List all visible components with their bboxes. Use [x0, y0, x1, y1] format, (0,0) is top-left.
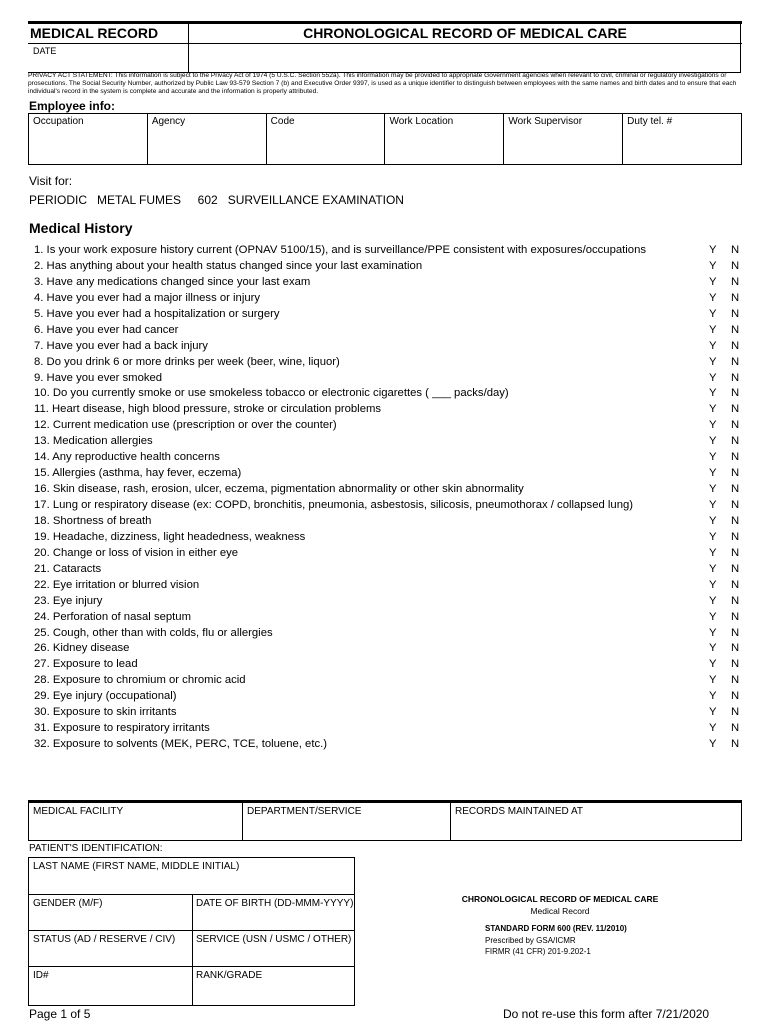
history-question-16: [34, 482, 742, 498]
gender-field[interactable]: GENDER (M/F): [33, 898, 103, 909]
history-question-32: [34, 737, 742, 753]
history-question-30: [34, 705, 742, 721]
yes-option[interactable]: Y: [709, 658, 717, 671]
question-text: 29. Eye injury (occupational): [34, 690, 177, 703]
question-text: 8. Do you drink 6 or more drinks per week (beer, wine, liquor): [34, 355, 340, 368]
no-option[interactable]: N: [731, 706, 740, 719]
no-option[interactable]: N: [731, 674, 740, 687]
no-option[interactable]: N: [731, 483, 740, 496]
yes-option[interactable]: Y: [709, 578, 717, 591]
yes-option[interactable]: Y: [709, 562, 717, 575]
history-question-3: [34, 275, 742, 291]
no-option[interactable]: N: [731, 738, 740, 751]
question-text: 31. Exposure to respiratory irritants: [34, 722, 210, 735]
question-text: 13. Medication allergies: [34, 435, 153, 448]
history-question-8: [34, 355, 742, 371]
question-text: 25. Cough, other than with colds, flu or allergies: [34, 626, 273, 639]
no-option[interactable]: N: [731, 594, 740, 607]
yes-option[interactable]: Y: [709, 419, 717, 432]
employee-info-table: [28, 113, 742, 165]
question-text: 11. Heart disease, high blood pressure, stroke or circulation problems: [34, 403, 382, 416]
yes-option[interactable]: Y: [709, 259, 717, 272]
employee-info-label: Employee info:: [29, 99, 116, 113]
history-question-10: [34, 386, 742, 402]
patient-id-box: [28, 857, 355, 1006]
question-text: 22. Eye irritation or blurred vision: [34, 578, 200, 591]
agency-field[interactable]: Agency: [148, 114, 267, 164]
history-question-27: [34, 657, 742, 673]
no-option[interactable]: N: [731, 546, 740, 559]
history-question-14: [34, 450, 742, 466]
yes-option[interactable]: Y: [709, 674, 717, 687]
yes-option[interactable]: Y: [709, 387, 717, 400]
footer-form-title: CHRONOLOGICAL RECORD OF MEDICAL CARE: [461, 894, 659, 904]
question-text: 7. Have you ever had a back injury: [34, 339, 208, 352]
work-supervisor-field[interactable]: Work Supervisor: [504, 114, 623, 164]
no-option[interactable]: N: [731, 530, 740, 543]
no-option[interactable]: N: [731, 419, 740, 432]
footer-form-subtitle: Medical Record: [530, 906, 590, 916]
facility-table: [28, 803, 742, 841]
history-question-23: [34, 594, 742, 610]
rank-grade-field[interactable]: RANK/GRADE: [196, 970, 263, 981]
yes-option[interactable]: Y: [709, 626, 717, 639]
no-option[interactable]: N: [731, 514, 740, 527]
question-text: 27. Exposure to lead: [34, 658, 138, 671]
work-location-field[interactable]: Work Location: [385, 114, 504, 164]
yes-option[interactable]: Y: [709, 403, 717, 416]
yes-option[interactable]: Y: [709, 291, 717, 304]
yes-option[interactable]: Y: [709, 467, 717, 480]
no-option[interactable]: N: [731, 642, 740, 655]
history-question-24: [34, 610, 742, 626]
history-question-1: [34, 243, 742, 259]
no-option[interactable]: N: [731, 658, 740, 671]
date-field[interactable]: DATE: [33, 46, 57, 56]
history-question-18: [34, 514, 742, 530]
question-text: 4. Have you ever had a major illness or injury: [34, 291, 261, 304]
question-text: 26. Kidney disease: [34, 642, 130, 655]
question-text: 12. Current medication use (prescription or over the counter): [34, 419, 337, 432]
no-option[interactable]: N: [731, 387, 740, 400]
question-text: 32. Exposure to solvents (MEK, PERC, TCE, toluene, etc.): [34, 738, 328, 751]
form-title: CHRONOLOGICAL RECORD OF MEDICAL CARE: [303, 25, 627, 41]
question-text: 16. Skin disease, rash, erosion, ulcer, eczema, pigmentation abnormality or other skin abnormality: [34, 483, 524, 496]
yes-option[interactable]: Y: [709, 483, 717, 496]
no-option[interactable]: N: [731, 259, 740, 272]
history-question-13: [34, 434, 742, 450]
yes-option[interactable]: Y: [709, 275, 717, 288]
yes-option[interactable]: Y: [709, 499, 717, 511]
medical-history-title: Medical History: [29, 220, 133, 236]
pid-vertical-divider: [192, 894, 193, 1006]
yes-option[interactable]: Y: [709, 451, 717, 464]
history-question-29: [34, 689, 742, 705]
no-option[interactable]: N: [731, 323, 740, 336]
question-text: 10. Do you currently smoke or use smokeless tobacco or electronic cigarettes ( ___ packs/day): [34, 387, 509, 400]
question-text: 18. Shortness of breath: [34, 514, 152, 527]
yes-option[interactable]: Y: [709, 642, 717, 655]
yes-option[interactable]: Y: [709, 514, 717, 527]
code-field[interactable]: Code: [267, 114, 386, 164]
no-option[interactable]: N: [731, 451, 740, 464]
question-text: 21. Cataracts: [34, 562, 102, 575]
header-divider: [28, 43, 742, 44]
yes-option[interactable]: Y: [709, 371, 717, 384]
history-question-6: [34, 323, 742, 339]
yes-option[interactable]: Y: [709, 706, 717, 719]
yes-option[interactable]: Y: [709, 546, 717, 559]
no-option[interactable]: N: [731, 499, 740, 511]
no-option[interactable]: N: [731, 371, 740, 384]
question-text: 20. Change or loss of vision in either eye: [34, 546, 239, 559]
no-option[interactable]: N: [731, 275, 740, 288]
history-question-21: [34, 562, 742, 578]
yes-option[interactable]: Y: [709, 323, 717, 336]
history-question-12: [34, 418, 742, 434]
id-field[interactable]: ID#: [33, 970, 49, 981]
question-text: 28. Exposure to chromium or chromic acid: [34, 674, 246, 687]
history-question-4: [34, 291, 742, 307]
occupation-field[interactable]: Occupation: [29, 114, 148, 164]
records-maintained-field[interactable]: RECORDS MAINTAINED AT: [455, 806, 583, 817]
no-option[interactable]: N: [731, 339, 740, 352]
page-number: Page 1 of 5: [29, 1007, 91, 1021]
no-option[interactable]: N: [731, 307, 740, 320]
question-text: 17. Lung or respiratory disease (ex: COPD, bronchitis, pneumonia, asbestosis, silicosis, pneumothorax / collapsed lung): [34, 499, 634, 511]
medical-facility-field[interactable]: MEDICAL FACILITY: [29, 803, 243, 840]
yes-option[interactable]: Y: [709, 307, 717, 320]
no-option[interactable]: N: [731, 562, 740, 575]
history-question-5: [34, 307, 742, 323]
no-option[interactable]: N: [731, 690, 740, 703]
yes-option[interactable]: Y: [709, 610, 717, 623]
history-question-15: [34, 466, 742, 482]
yes-option[interactable]: Y: [709, 690, 717, 703]
last-name-field[interactable]: LAST NAME (FIRST NAME, MIDDLE INITIAL): [33, 861, 240, 872]
no-option[interactable]: N: [731, 355, 740, 368]
yes-option[interactable]: Y: [709, 339, 717, 352]
no-option[interactable]: N: [731, 626, 740, 639]
question-text: 14. Any reproductive health concerns: [34, 451, 220, 464]
question-text: 3. Have any medications changed since your last exam: [34, 275, 311, 288]
question-text: 23. Eye injury: [34, 594, 103, 607]
yes-option[interactable]: Y: [709, 355, 717, 368]
history-question-26: [34, 641, 742, 657]
question-text: 15. Allergies (asthma, hay fever, eczema): [34, 467, 242, 480]
yes-option[interactable]: Y: [709, 594, 717, 607]
standard-form-number: STANDARD FORM 600 (REV. 11/2010): [485, 924, 627, 933]
yes-option[interactable]: Y: [709, 435, 717, 448]
history-question-31: [34, 721, 742, 737]
yes-option[interactable]: Y: [709, 722, 717, 735]
no-option[interactable]: N: [731, 610, 740, 623]
history-question-28: [34, 673, 742, 689]
status-field[interactable]: STATUS (AD / RESERVE / CIV): [33, 934, 176, 945]
prescribed-by: Prescribed by GSA/ICMR: [485, 936, 576, 945]
yes-option[interactable]: Y: [709, 738, 717, 751]
question-text: 1. Is your work exposure history current (OPNAV 5100/15), and is surveillance/PPE consistent with exposures/occupations: [34, 244, 646, 256]
visit-description: PERIODIC METAL FUMES 602 SURVEILLANCE EXAMINATION: [29, 193, 404, 207]
medical-history-list: [34, 243, 742, 753]
history-question-9: [34, 371, 742, 387]
question-text: 2. Has anything about your health status changed since your last examination: [34, 259, 423, 272]
history-question-22: [34, 578, 742, 594]
history-question-25: [34, 626, 742, 642]
history-question-20: [34, 546, 742, 562]
duty-tel-field[interactable]: Duty tel. #: [627, 116, 673, 127]
history-question-17: [34, 498, 742, 514]
no-option[interactable]: N: [731, 244, 740, 256]
history-question-11: [34, 402, 742, 418]
question-text: 24. Perforation of nasal septum: [34, 610, 191, 623]
history-question-19: [34, 530, 742, 546]
medical-record-title: MEDICAL RECORD: [30, 25, 159, 41]
no-option[interactable]: N: [731, 722, 740, 735]
yes-option[interactable]: Y: [709, 244, 717, 256]
firmr-reference: FIRMR (41 CFR) 201-9.202-1: [485, 947, 591, 956]
question-text: 6. Have you ever had cancer: [34, 323, 179, 336]
question-text: 19. Headache, dizziness, light headedness, weakness: [34, 530, 306, 543]
no-option[interactable]: N: [731, 435, 740, 448]
yes-option[interactable]: Y: [709, 530, 717, 543]
no-option[interactable]: N: [731, 578, 740, 591]
reuse-notice: Do not re-use this form after 7/21/2020: [503, 1007, 710, 1021]
no-option[interactable]: N: [731, 291, 740, 304]
service-field[interactable]: SERVICE (USN / USMC / OTHER): [196, 934, 352, 945]
history-question-2: [34, 259, 742, 275]
patient-id-label: PATIENT'S IDENTIFICATION:: [29, 843, 163, 854]
question-text: 30. Exposure to skin irritants: [34, 706, 177, 719]
question-text: 5. Have you ever had a hospitalization or surgery: [34, 307, 280, 320]
history-question-7: [34, 339, 742, 355]
privacy-statement: PRIVACY ACT STATEMENT: This information is subject to the Privacy Act of 1974 (5 U.S.C. Section 552a). This information may be provided to appropriate Government agencies when relevant to civil, criminal or regulatory investigations or prosecutions. The Social Security Number, authorized by Public Law 93-579 Section 7 (b) and Executive Order 9397, is used as a unique identifier to distinguish between employees with the same names and birth dates and to ensure that each individual's record in the system is complete and accurate and the information is properly attributed.: [28, 72, 737, 95]
visit-label: Visit for:: [29, 174, 73, 188]
question-text: 9. Have you ever smoked: [34, 371, 163, 384]
no-option[interactable]: N: [731, 467, 740, 480]
no-option[interactable]: N: [731, 403, 740, 416]
department-field[interactable]: DEPARTMENT/SERVICE: [243, 803, 451, 840]
date-of-birth-field[interactable]: DATE OF BIRTH (DD-MMM-YYYY): [196, 898, 354, 909]
